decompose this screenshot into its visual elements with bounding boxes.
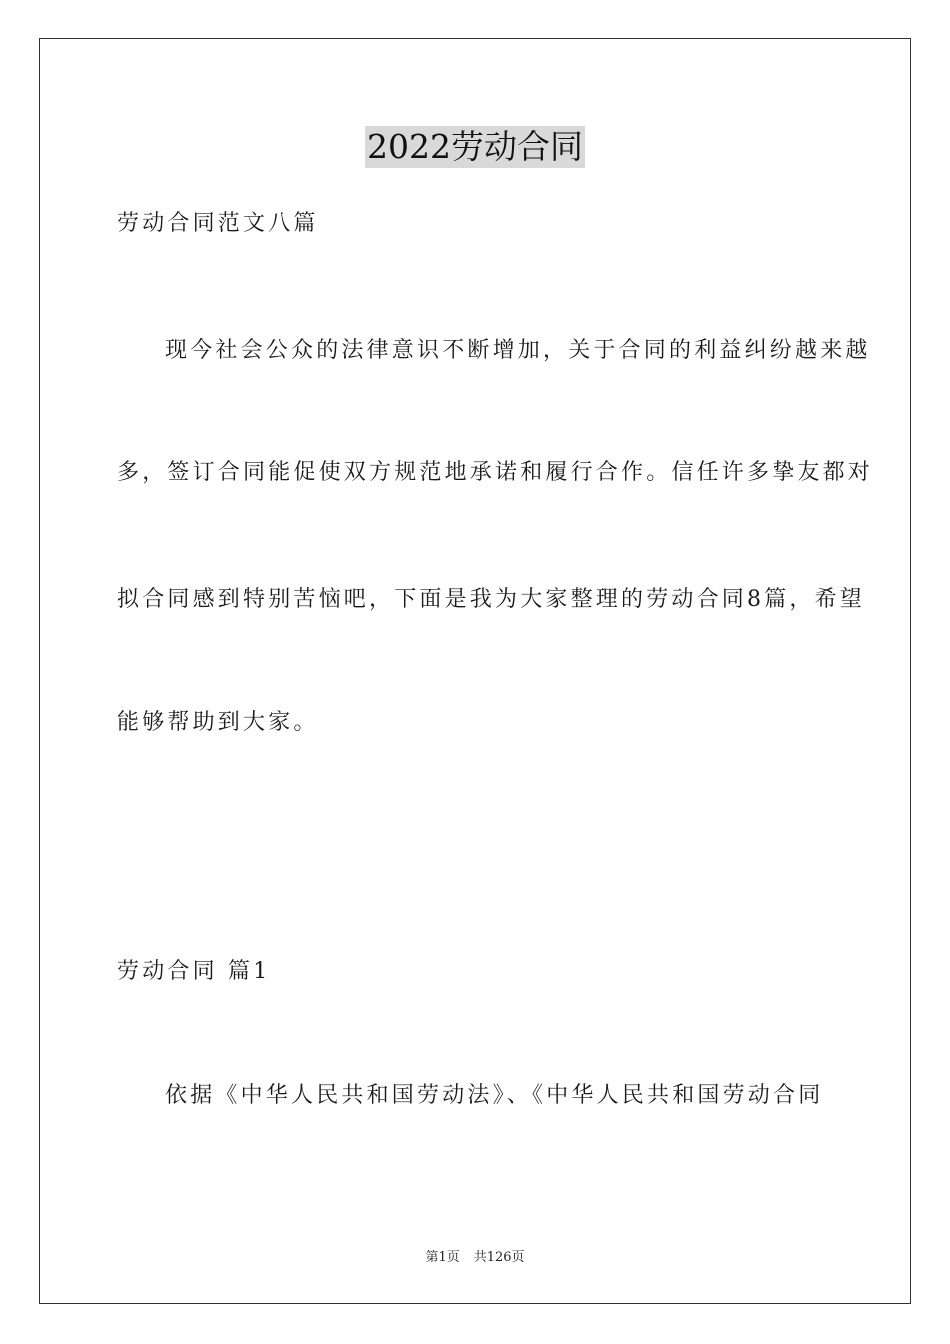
title-container <box>0 126 950 168</box>
document-title: 2022劳动合同 <box>367 127 583 166</box>
section-paragraph-line-1: 依据《中华人民共和国劳动法》、《中华人民共和国劳动合同 <box>165 1083 824 1108</box>
intro-line-2: 多，签订合同能促使双方规范地承诺和履行合作。信任许多挚友都对 <box>117 460 874 485</box>
total-pages: 共126页 <box>473 1250 525 1265</box>
intro-line-3: 拟合同感到特别苦恼吧，下面是我为大家整理的劳动合同8篇，希望 <box>117 587 865 612</box>
intro-line-4: 能够帮助到大家。 <box>117 710 319 735</box>
document-subtitle: 劳动合同范文八篇 <box>117 211 319 236</box>
page-footer <box>0 1249 950 1267</box>
section-heading: 劳动合同 篇1 <box>117 959 271 984</box>
page-number: 第1页 <box>425 1250 460 1265</box>
intro-line-1: 现今社会公众的法律意识不断增加，关于合同的利益纠纷越来越 <box>165 338 871 363</box>
